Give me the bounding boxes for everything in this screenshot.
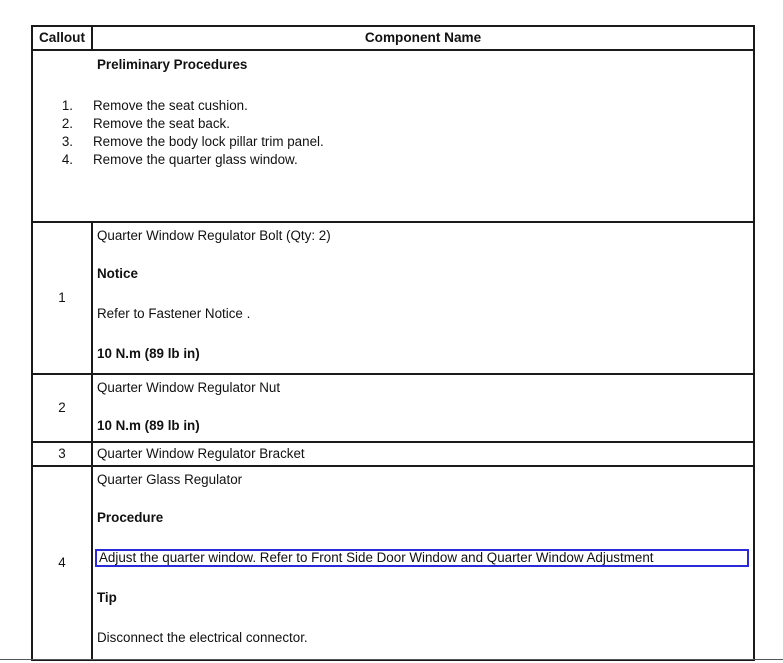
adjustment-procedure-link[interactable]: Adjust the quarter window. Refer to Front Side Door Window and Quarter Window Adjustment [95,549,749,567]
callout-number: 4 [32,466,92,660]
callout-number: 2 [32,374,92,442]
components-table [31,25,755,661]
preliminary-step [61,151,753,169]
tip-text: Disconnect the electrical connector. [97,630,308,645]
step-text: Remove the body lock pillar trim panel. [93,134,324,149]
preliminary-steps-list [61,97,753,169]
step-number: 3. [61,134,73,149]
torque-spec: 10 N.m (89 lb in) [97,418,200,433]
step-number: 4. [61,152,73,167]
component-cell [92,466,754,660]
component-name: Quarter Window Regulator Nut [97,380,281,395]
preliminary-procedures-row [32,50,754,222]
component-cell [92,442,754,466]
component-cell [92,222,754,374]
component-name: Quarter Window Regulator Bolt (Qty: 2) [97,228,331,243]
notice-label: Notice [97,266,138,281]
step-text: Remove the seat cushion. [93,98,248,113]
step-number: 2. [61,116,73,131]
callout-number: 1 [32,222,92,374]
preliminary-step [61,133,753,151]
step-number: 1. [61,98,73,113]
notice-text: Refer to Fastener Notice . [97,306,251,321]
table-header-row [32,26,754,50]
component-cell [92,374,754,442]
preliminary-step [61,97,753,115]
component-name: Quarter Glass Regulator [97,472,243,487]
step-text: Remove the quarter glass window. [93,152,298,167]
component-name: Quarter Window Regulator Bracket [97,446,305,461]
preliminary-procedures-title: Preliminary Procedures [97,57,248,72]
preliminary-procedures-cell [32,50,754,222]
table-row [32,222,754,374]
preliminary-step [61,115,753,133]
callout-column-header: Callout [32,26,92,50]
callout-number: 3 [32,442,92,466]
component-name-column-header: Component Name [92,26,754,50]
procedure-label: Procedure [97,510,164,525]
torque-spec: 10 N.m (89 lb in) [97,346,200,361]
tip-label: Tip [97,590,117,605]
table-row [32,466,754,660]
step-text: Remove the seat back. [93,116,230,131]
table-row [32,374,754,442]
page-footer-rule [0,659,783,660]
table-row [32,442,754,466]
